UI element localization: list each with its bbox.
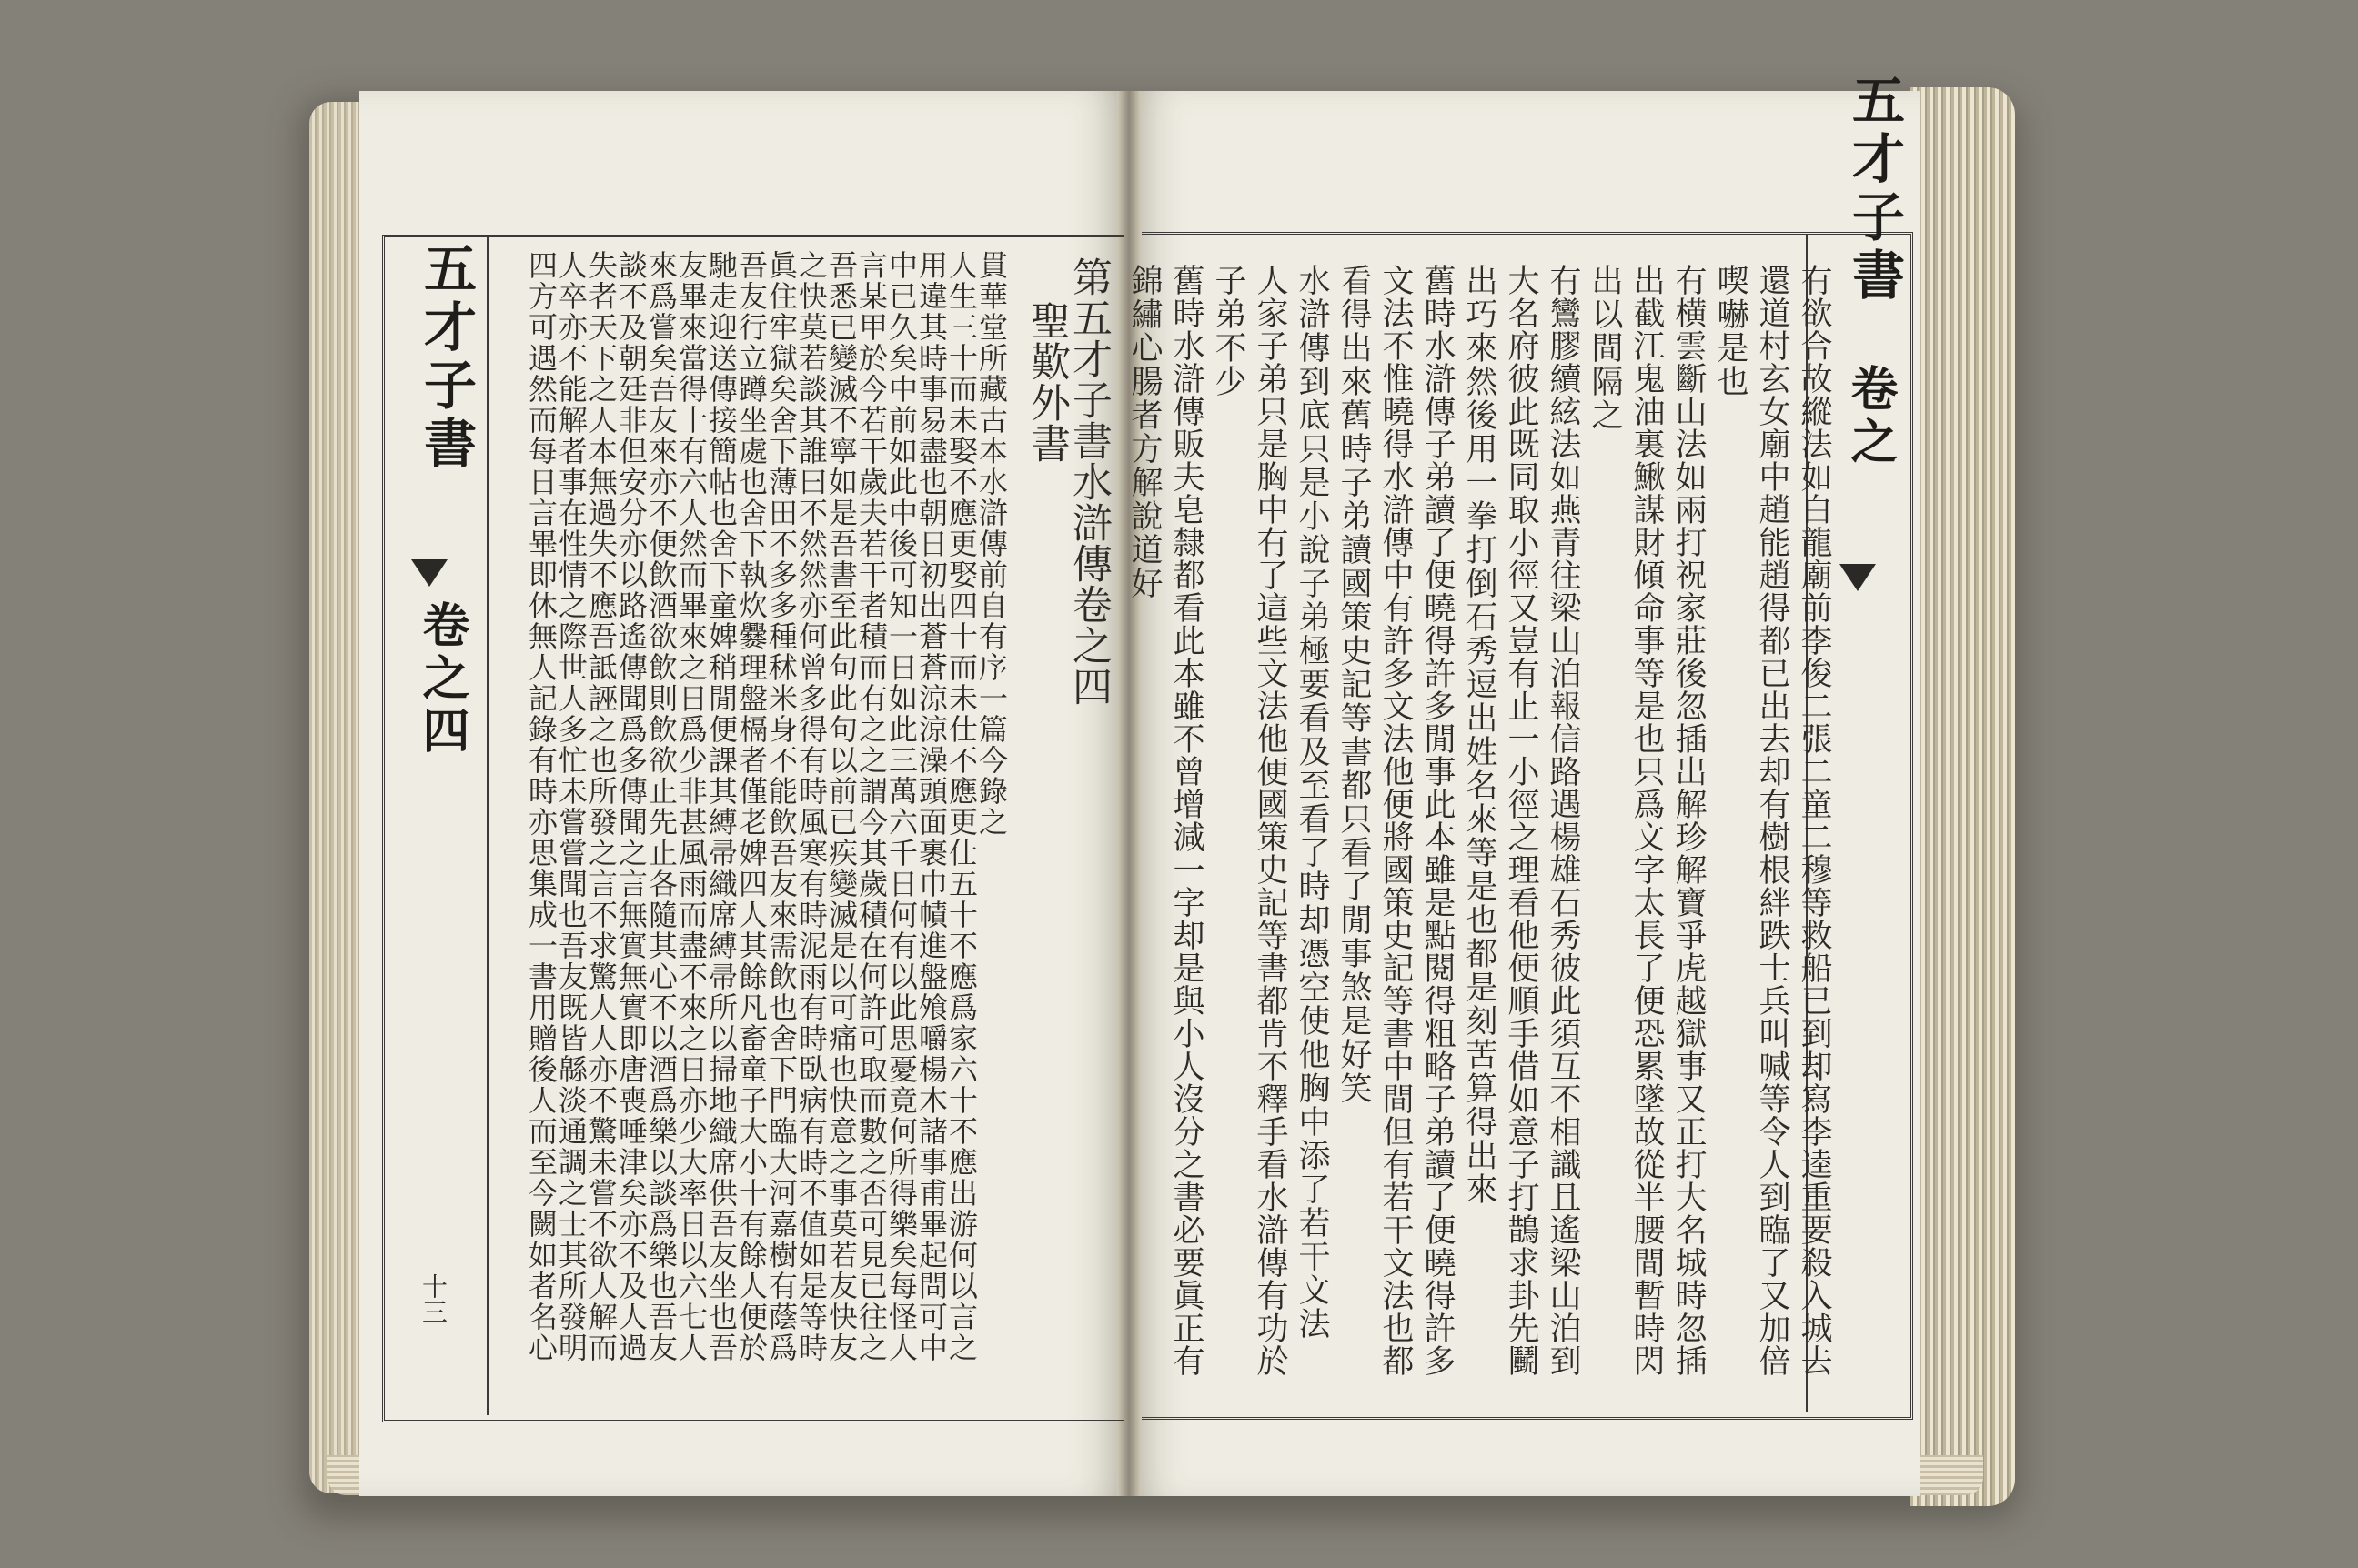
text-column: 舊時水滸傳販夫皂隸都看此本雖不曾增減一字却是與小人沒分之書必要眞正有 (1168, 264, 1204, 1377)
text-column: 吾友行立蹲坐處也舍下執炊爨理盤槅者僅老婢四人其餘凡畜童子大小十有餘人便於 (734, 250, 769, 1363)
text-column: 人家子弟只是胸中有了這些文法他便國策史記等書都肯不釋手看水滸傳有功於 (1252, 264, 1288, 1377)
left-margin-line (487, 236, 489, 1415)
right-page-edges (1910, 87, 2015, 1506)
left-page-edges (309, 102, 364, 1493)
text-column: 錦繡心腸者方解說道好 (1126, 264, 1163, 600)
text-column: 有欲合故縱法如白龍廟前李俊二張二童二穆等救船已到却寫李逵重要殺入城去 (1796, 264, 1832, 1377)
text-column: 出截江鬼油裏鰍謀財傾命事等是也只爲文字太長了便恐累墜故從半腰間暫時閃 (1628, 264, 1665, 1377)
text-column: 出巧來然後用一拳打倒石秀逗出姓名來等是也都是刻苦算得出來 (1461, 264, 1497, 1206)
left-page-number: 十三 (418, 1273, 448, 1324)
left-spine-title: 五才子書 (415, 241, 477, 474)
text-column: 中已久矣中前如此中後可知一日如此三萬六千日何有以此思憂竟何所得樂矣每怪人 (884, 250, 919, 1363)
text-column: 言某甲於今若干歲夫若干者積而有之之謂今其歲積在何許可取而數之否可見已往之 (854, 250, 889, 1363)
text-column: 舊時水滸傳子弟讀了便曉得許多閒事此本雖是點閱得粗略子弟讀了便曉得許多 (1419, 264, 1456, 1377)
right-spine-volume: 卷之 (1842, 364, 1898, 469)
text-column: 子弟不少 (1210, 264, 1246, 398)
text-column: 文法不惟曉得水滸傳中有許多文法他便將國策史記等書中間但有若干文法也都 (1377, 264, 1414, 1377)
text-column: 大名府彼此既同取小徑又豈有止一小徑之理看他便順手借如意子打鵲求卦先鬭 (1503, 264, 1539, 1377)
text-column: 水滸傳到底只是小說子弟極要看及至看了時却憑空使他胸中添了若干文法 (1294, 264, 1330, 1341)
text-column: 四方可遇然而每日言畢即休無人記錄有時亦思集成一書用贈後人而至今闕如者名心 (524, 250, 559, 1363)
text-column: 有鸞膠續絃法如燕青往梁山泊報信路遇楊雄石秀彼此須互不相識且遙梁山泊到 (1545, 264, 1581, 1377)
text-column: 吾悉已變滅不寧如是吾書至此句此句以前已疾變滅是以可痛也快意之事莫若友快友 (824, 250, 859, 1363)
text-column: 喫嚇是也 (1712, 264, 1748, 398)
text-column: 之快莫若談其誰曰不然然亦何曾多得有時風寒有時泥雨有時臥病有時不值如是等時 (794, 250, 829, 1363)
text-column: 人生三十而未娶不應更娶四十而未仕不應更仕五十不應爲家六十不應出游何以言之 (944, 250, 979, 1363)
text-column: 貫華堂所藏古本水滸傳前自有序一篇今錄之 (974, 250, 1009, 838)
text-column: 用違其時事易盡也朝日初出蒼蒼涼涼澡頭面裹巾幘進盤飧嚼楊木諸事甫畢起問可中 (914, 250, 949, 1363)
text-column: 出以間隔之 (1587, 264, 1623, 432)
text-column: 談不及朝廷非但安分亦以路遙傳聞爲多傳聞之言無實無實即唐喪唾津矣亦不及人過 (614, 250, 649, 1363)
text-column: 失者天下之人本無過失不應吾詆誣之也所發之言不求驚人人亦不驚未嘗不欲人解而 (584, 250, 619, 1363)
text-column: 來爲嘗矣吾友來亦不便飲酒欲飲則飲欲止先止各隨其心不以酒爲樂以談爲樂也吾友 (644, 250, 679, 1363)
left-spine-volume: 卷之四 (414, 600, 469, 759)
text-column: 友畢來當得十有六人然而畢來之日爲少非甚風雨而盡不來之日亦少大率日以六七人 (674, 250, 709, 1363)
text-column: 有横雲斷山法如兩打祝家莊後忽插出解珍解寶爭虎越獄事又正打大名城時忽插 (1670, 264, 1707, 1377)
left-fish-tail-mark (411, 559, 448, 587)
right-fish-tail-mark (1839, 564, 1876, 591)
text-column: 馳走迎送傳接簡帖也舍下童婢稍閒便課其縛帚織席縛帚所以掃地織席供吾友坐也吾 (704, 250, 739, 1363)
text-column: 還道村玄女廟中趙能趙得都已出去却有樹根絆跌士兵叫喊等令人到臨了又加倍 (1754, 264, 1790, 1377)
text-column: 看得出來舊時子弟讀國策史記等書都只看了閒事煞是好笑 (1335, 264, 1372, 1105)
left-heading: 第五才子書水滸傳卷之四 (1065, 256, 1112, 707)
text-column: 眞住牢獄矣舍下薄田不多多種秫米身不能飲吾友來需飲也舍下門臨大河嘉樹有蔭爲 (764, 250, 799, 1363)
left-subheading: 聖歎外書 (1023, 300, 1070, 464)
text-column: 人卒亦不能解者事在性情之際世人多忙未嘗嘗聞也吾友既皆緜淡通調之士其所發明 (554, 250, 589, 1363)
right-spine-title: 五才子書 (1843, 73, 1905, 306)
